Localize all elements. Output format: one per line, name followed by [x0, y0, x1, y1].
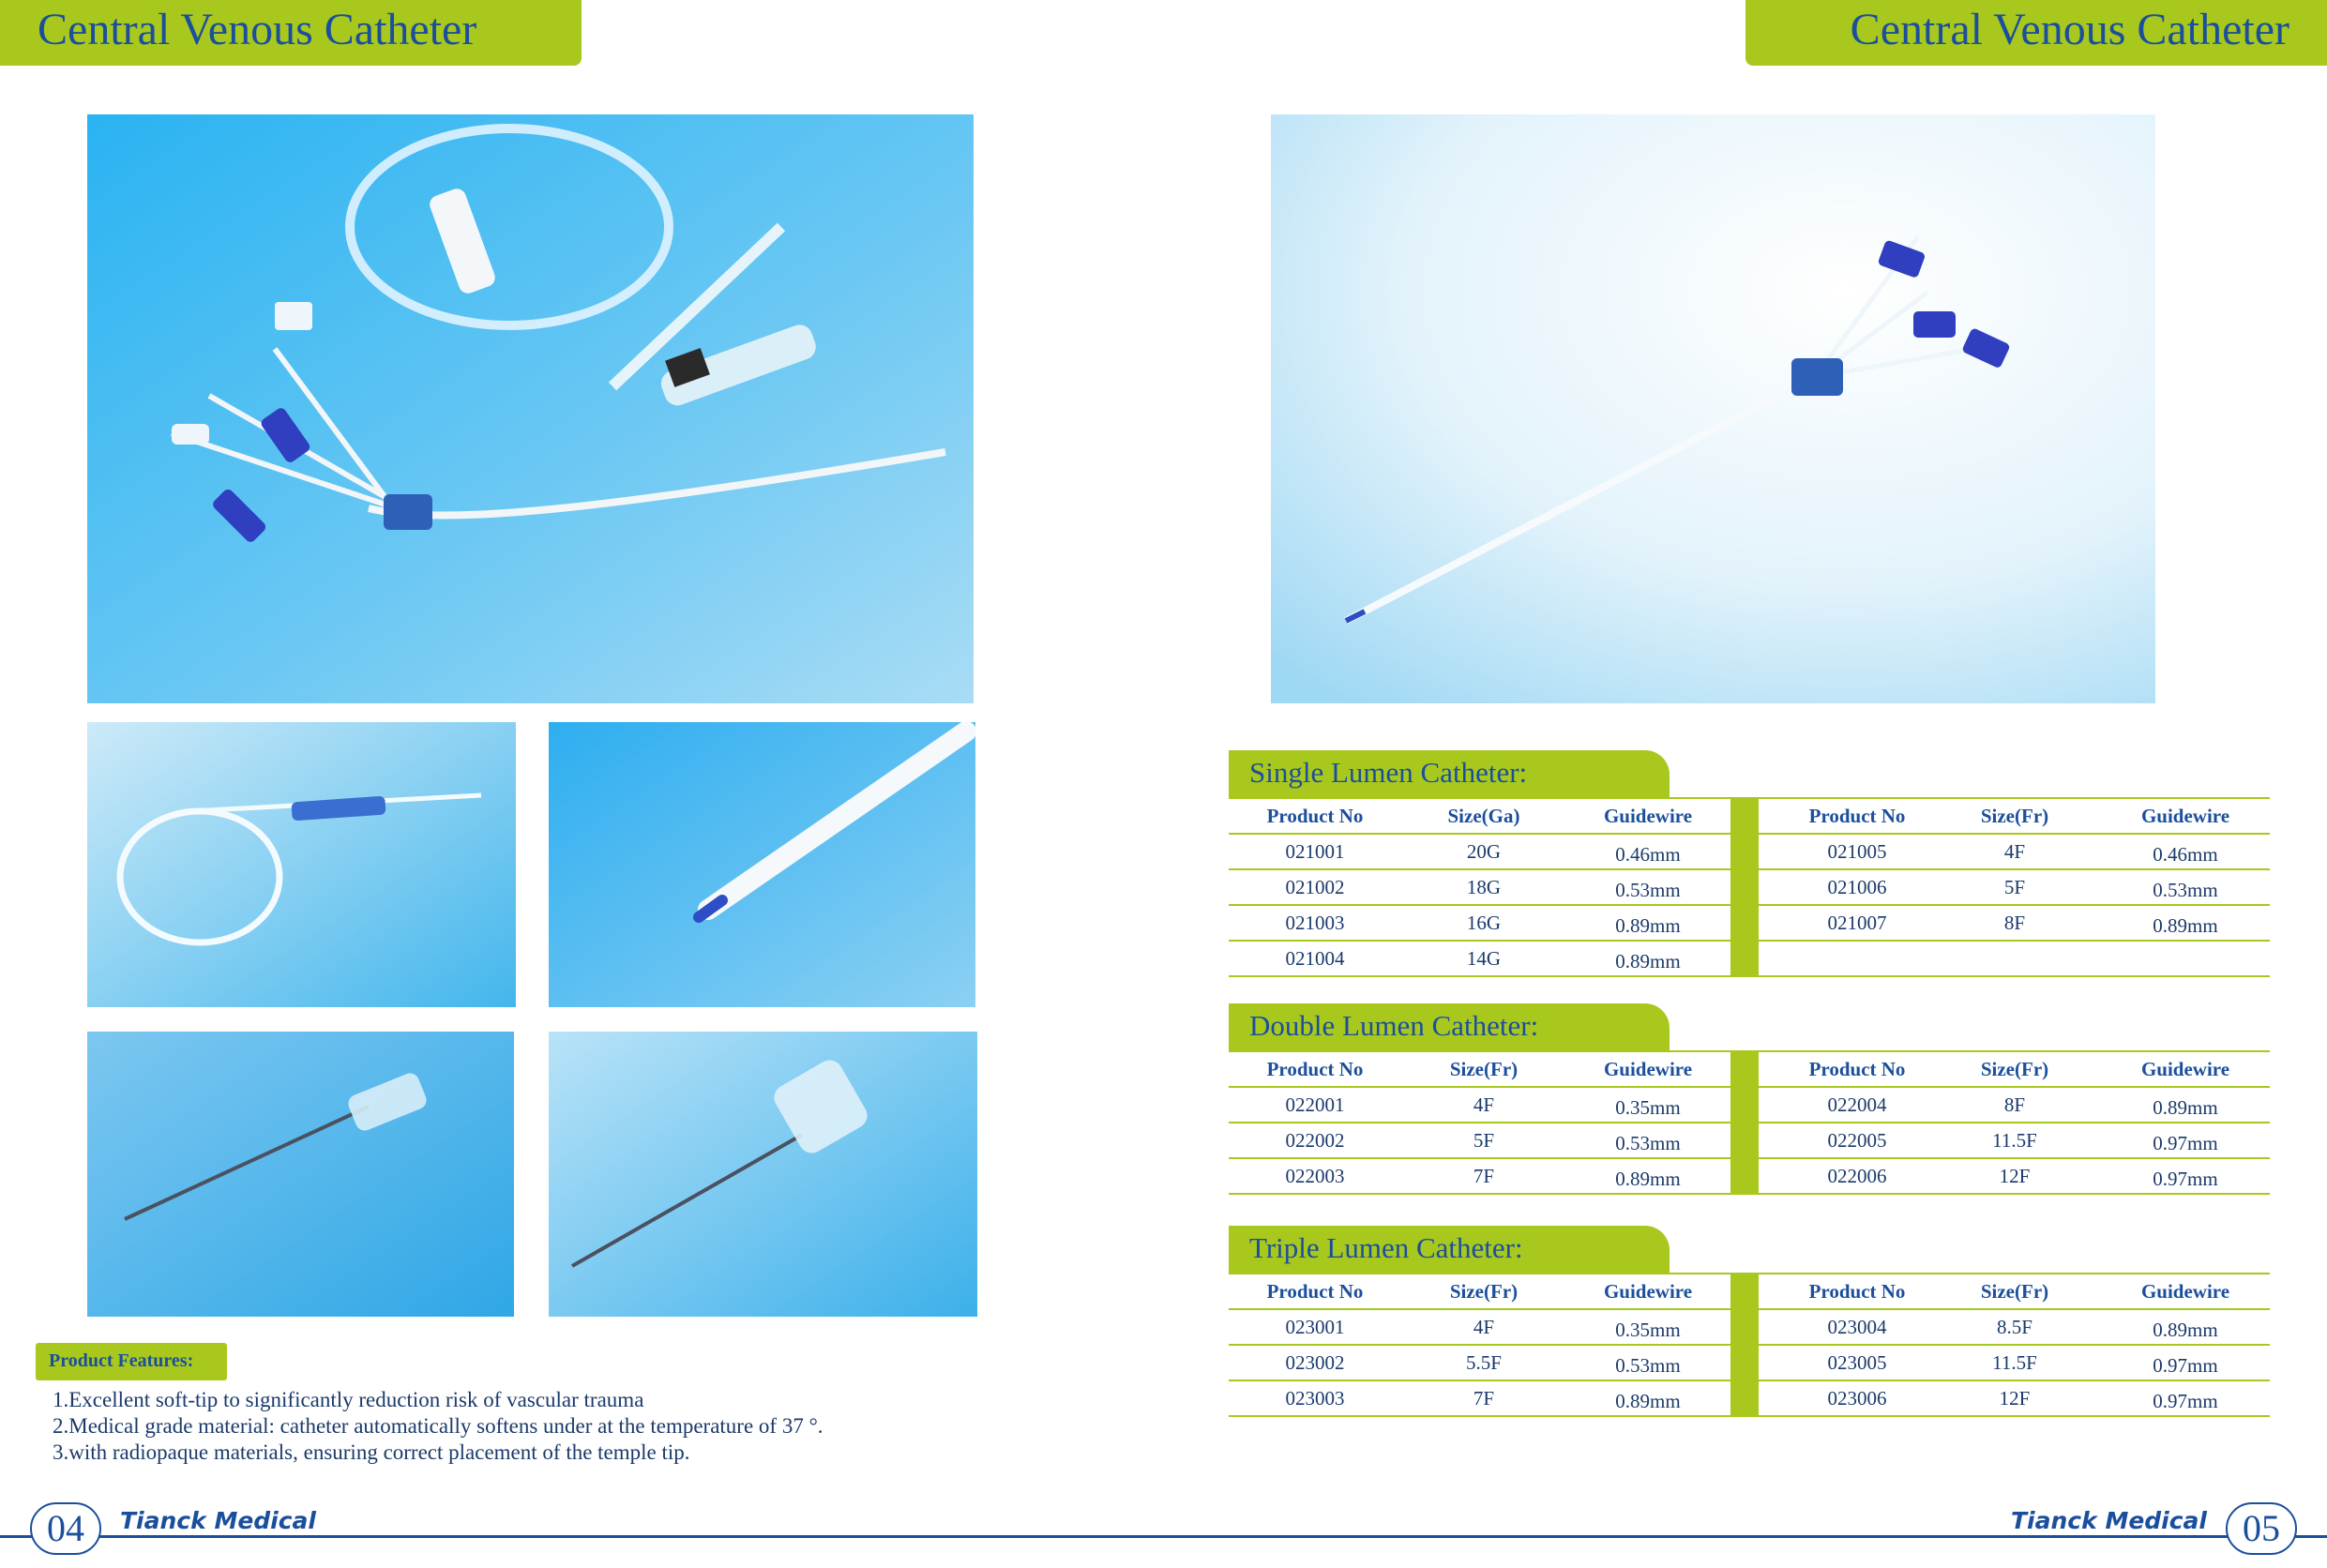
table-column-divider	[1730, 799, 1759, 975]
column-header: Product No	[1808, 1280, 1906, 1303]
column-header: Product No	[1808, 805, 1906, 827]
needle-image	[87, 1032, 514, 1317]
table-cell: 0.46mm	[1615, 843, 1681, 866]
table-cell: 20G	[1466, 840, 1502, 863]
table-cell: 4F	[1473, 1093, 1495, 1116]
right-brand-name: Tianck Medical	[2011, 1507, 2207, 1534]
column-header: Product No	[1808, 1058, 1906, 1080]
table-cell: 0.89mm	[1615, 1168, 1681, 1190]
table-cell: 8.5F	[1997, 1316, 2032, 1338]
table-cell: 021002	[1285, 876, 1345, 898]
triple-table-title-tab	[1229, 1226, 1670, 1273]
double-table-title: Double Lumen Catheter:	[1249, 1009, 1539, 1042]
table-cell: 0.89mm	[2153, 1096, 2218, 1119]
column-header: Product No	[1266, 1058, 1364, 1080]
table-cell: 021005	[1827, 840, 1887, 863]
single-lumen-table	[1229, 750, 2270, 975]
table-cell: 18G	[1466, 876, 1502, 898]
catheter-tip-image	[549, 722, 975, 1007]
left-brand-name: Tianck Medical	[120, 1507, 316, 1534]
column-header: Guidewire	[2140, 805, 2230, 827]
column-header: Product No	[1266, 1280, 1364, 1303]
table-cell: 023001	[1285, 1316, 1345, 1338]
column-header: Guidewire	[1603, 805, 1693, 827]
product-features-text: Product Features:	[49, 1350, 194, 1371]
table-cell: 021007	[1827, 912, 1887, 934]
table-cell: 0.97mm	[2153, 1168, 2218, 1190]
feature-item-1: 1.Excellent soft-tip to significantly reduction risk of vascular trauma	[53, 1388, 644, 1411]
column-header: Size(Ga)	[1447, 805, 1520, 827]
table-cell: 11.5F	[1992, 1351, 2037, 1374]
column-header: Size(Fr)	[1980, 1058, 2049, 1080]
column-header: Size(Fr)	[1449, 1058, 1519, 1080]
table-cell: 0.53mm	[1615, 1354, 1681, 1377]
table-cell: 021001	[1285, 840, 1345, 863]
table-cell: 0.53mm	[1615, 879, 1681, 901]
table-rule	[1229, 975, 2270, 977]
column-header: Size(Fr)	[1980, 1280, 2049, 1303]
table-cell: 0.89mm	[2153, 914, 2218, 937]
table-cell: 7F	[1473, 1387, 1495, 1410]
table-cell: 7F	[1473, 1165, 1495, 1187]
syringe-image	[87, 722, 516, 1007]
column-header: Guidewire	[1603, 1058, 1693, 1080]
table-cell: 4F	[2003, 840, 2026, 863]
table-cell: 0.89mm	[2153, 1319, 2218, 1341]
footer-rule	[0, 1535, 2327, 1538]
table-cell: 14G	[1466, 947, 1502, 970]
table-cell: 0.97mm	[2153, 1354, 2218, 1377]
left-page-title: Central Venous Catheter	[38, 5, 477, 54]
left-header-banner	[0, 0, 582, 66]
product-features-label	[36, 1343, 227, 1380]
table-column-divider	[1730, 1274, 1759, 1415]
table-cell: 021003	[1285, 912, 1345, 934]
table-cell: 023006	[1827, 1387, 1887, 1410]
column-header: Size(Fr)	[1980, 805, 2049, 827]
table-cell: 023004	[1827, 1316, 1887, 1338]
table-cell: 0.97mm	[2153, 1132, 2218, 1154]
table-cell: 023002	[1285, 1351, 1345, 1374]
single-table-title-tab	[1229, 750, 1670, 797]
triple-table-title: Triple Lumen Catheter:	[1249, 1231, 1523, 1264]
triple-lumen-catheter-image	[1271, 114, 2155, 703]
table-cell: 0.35mm	[1615, 1319, 1681, 1341]
column-header: Guidewire	[1603, 1280, 1693, 1303]
column-header: Guidewire	[2140, 1058, 2230, 1080]
table-cell: 021006	[1827, 876, 1887, 898]
right-header-banner	[1745, 0, 2327, 66]
table-cell: 022002	[1285, 1129, 1345, 1152]
table-cell: 5F	[2003, 876, 2026, 898]
table-cell: 0.89mm	[1615, 950, 1681, 972]
table-cell: 5.5F	[1466, 1351, 1502, 1374]
table-rule	[1229, 1415, 2270, 1417]
table-cell: 023005	[1827, 1351, 1887, 1374]
table-cell: 12F	[1999, 1387, 2031, 1410]
left-page-number: 04	[30, 1502, 101, 1555]
table-cell: 022006	[1827, 1165, 1887, 1187]
single-table-title: Single Lumen Catheter:	[1249, 756, 1528, 789]
double-lumen-table	[1229, 1003, 2270, 1191]
table-cell: 0.53mm	[1615, 1132, 1681, 1154]
table-cell: 0.89mm	[1615, 914, 1681, 937]
table-cell: 0.89mm	[1615, 1390, 1681, 1412]
table-rule	[1229, 1193, 2270, 1195]
y-needle-image	[549, 1032, 977, 1317]
right-page-title: Central Venous Catheter	[1850, 5, 2289, 54]
right-page-number: 05	[2226, 1502, 2297, 1555]
table-cell: 022004	[1827, 1093, 1887, 1116]
table-cell: 0.97mm	[2153, 1390, 2218, 1412]
feature-item-3: 3.with radiopaque materials, ensuring correct placement of the temple tip.	[53, 1440, 690, 1464]
table-cell: 8F	[2003, 912, 2026, 934]
feature-item-2: 2.Medical grade material: catheter automatically softens under at the temperature of 37 °.	[53, 1414, 824, 1438]
table-cell: 8F	[2003, 1093, 2026, 1116]
table-cell: 0.46mm	[2153, 843, 2218, 866]
table-cell: 022003	[1285, 1165, 1345, 1187]
catheter-kit-image	[87, 114, 974, 703]
table-cell: 11.5F	[1992, 1129, 2037, 1152]
table-cell: 021004	[1285, 947, 1345, 970]
table-cell: 0.53mm	[2153, 879, 2218, 901]
triple-lumen-table	[1229, 1226, 2270, 1413]
double-table-title-tab	[1229, 1003, 1670, 1050]
column-header: Product No	[1266, 805, 1364, 827]
table-cell: 022001	[1285, 1093, 1345, 1116]
table-column-divider	[1730, 1052, 1759, 1193]
table-cell: 16G	[1466, 912, 1502, 934]
column-header: Size(Fr)	[1449, 1280, 1519, 1303]
table-cell: 0.35mm	[1615, 1096, 1681, 1119]
column-header: Guidewire	[2140, 1280, 2230, 1303]
table-cell: 5F	[1473, 1129, 1495, 1152]
table-cell: 4F	[1473, 1316, 1495, 1338]
table-cell: 023003	[1285, 1387, 1345, 1410]
table-cell: 022005	[1827, 1129, 1887, 1152]
table-cell: 12F	[1999, 1165, 2031, 1187]
